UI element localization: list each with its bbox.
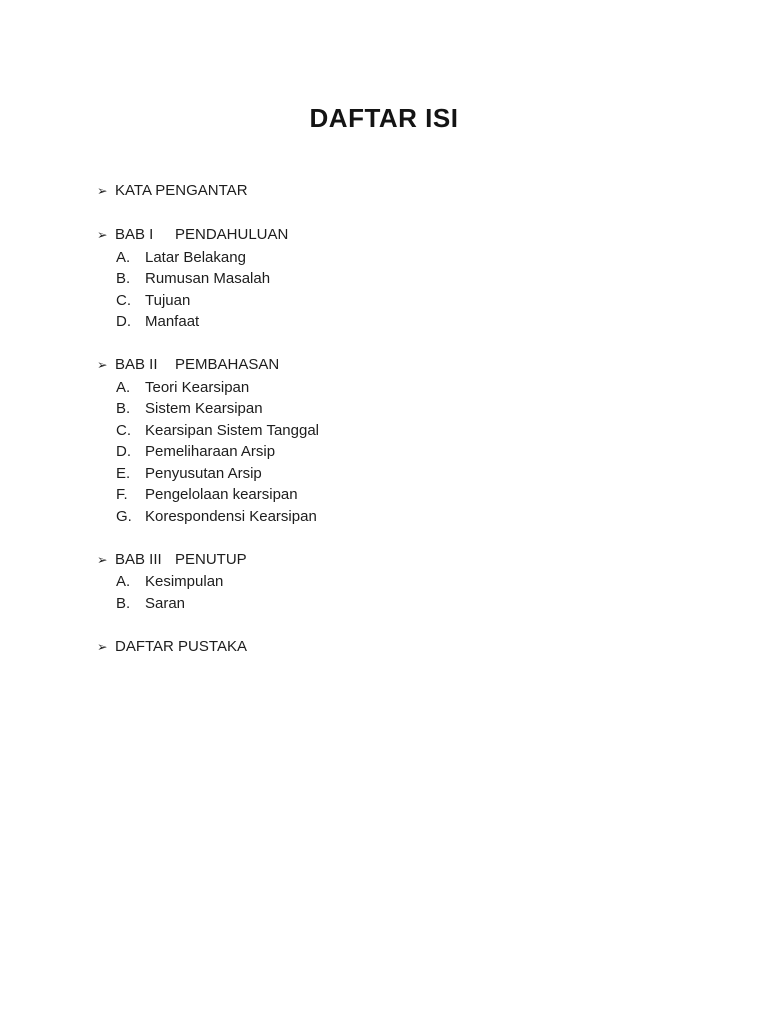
item-text: Penyusutan Arsip	[145, 464, 262, 482]
item-text: Tujuan	[145, 291, 191, 309]
section-label: BAB I	[115, 226, 154, 243]
toc-item	[116, 506, 319, 528]
item-letter: B.	[116, 400, 131, 417]
toc-item	[116, 593, 319, 615]
arrow-bullet-icon: ➢	[97, 639, 108, 654]
item-text: Kearsipan Sistem Tanggal	[145, 421, 319, 439]
item-letter: B.	[116, 594, 131, 612]
item-letter: E.	[116, 464, 131, 482]
arrow-bullet-icon: ➢	[97, 184, 108, 198]
section-heading	[97, 354, 319, 377]
item-text: Sistem Kearsipan	[145, 400, 263, 417]
toc-item	[116, 484, 319, 506]
toc-item	[116, 247, 319, 269]
item-text: Manfaat	[145, 313, 200, 330]
item-letter: G.	[116, 507, 132, 525]
item-text: Latar Belakang	[145, 248, 246, 266]
toc-item	[116, 420, 319, 442]
section-title: PEMBAHASAN	[175, 356, 280, 373]
item-letter: C.	[116, 291, 131, 309]
section-heading	[97, 180, 319, 203]
toc-item	[116, 571, 319, 593]
toc-section-daftar-pustaka	[97, 636, 319, 659]
section-items	[97, 247, 319, 333]
item-letter: F.	[116, 486, 128, 503]
item-text: Korespondensi Kearsipan	[145, 507, 317, 525]
section-heading	[97, 636, 319, 659]
toc-item	[116, 377, 319, 399]
section-label: BAB III	[115, 550, 162, 568]
toc-item	[116, 463, 319, 485]
page-title: DAFTAR ISI	[309, 103, 459, 133]
section-title: PENDAHULUAN	[175, 226, 289, 243]
section-title: PENUTUP	[175, 550, 247, 568]
section-label: DAFTAR PUSTAKA	[115, 637, 247, 655]
item-letter: A.	[116, 573, 131, 590]
item-letter: A.	[116, 378, 131, 396]
item-text: Pengelolaan kearsipan	[145, 486, 298, 503]
toc-item	[116, 441, 319, 463]
item-text: Saran	[145, 594, 186, 612]
toc-item	[116, 290, 319, 312]
section-items	[97, 571, 319, 614]
item-text: Rumusan Masalah	[145, 270, 271, 287]
toc-item	[116, 311, 319, 333]
section-heading	[97, 549, 319, 572]
toc-section-bab-1	[97, 224, 319, 333]
toc-section-bab-2	[97, 354, 319, 527]
section-items	[97, 377, 319, 528]
item-letter: D.	[116, 313, 131, 330]
arrow-bullet-icon: ➢	[97, 358, 108, 372]
item-text: Kesimpulan	[145, 573, 224, 590]
item-letter: C.	[116, 421, 131, 439]
item-letter: B.	[116, 270, 131, 287]
section-heading	[97, 224, 319, 247]
toc-section-bab-3	[97, 549, 319, 615]
toc-item	[116, 398, 319, 420]
section-label: KATA PENGANTAR	[115, 182, 248, 199]
item-letter: D.	[116, 443, 131, 460]
toc-section-kata-pengantar	[97, 180, 319, 203]
item-text: Pemeliharaan Arsip	[145, 443, 276, 460]
item-letter: A.	[116, 248, 131, 266]
toc-item	[116, 268, 319, 290]
item-text: Teori Kearsipan	[145, 378, 250, 396]
table-of-contents	[97, 180, 319, 658]
section-label: BAB II	[115, 356, 158, 373]
arrow-bullet-icon: ➢	[97, 228, 108, 242]
arrow-bullet-icon: ➢	[97, 552, 108, 567]
